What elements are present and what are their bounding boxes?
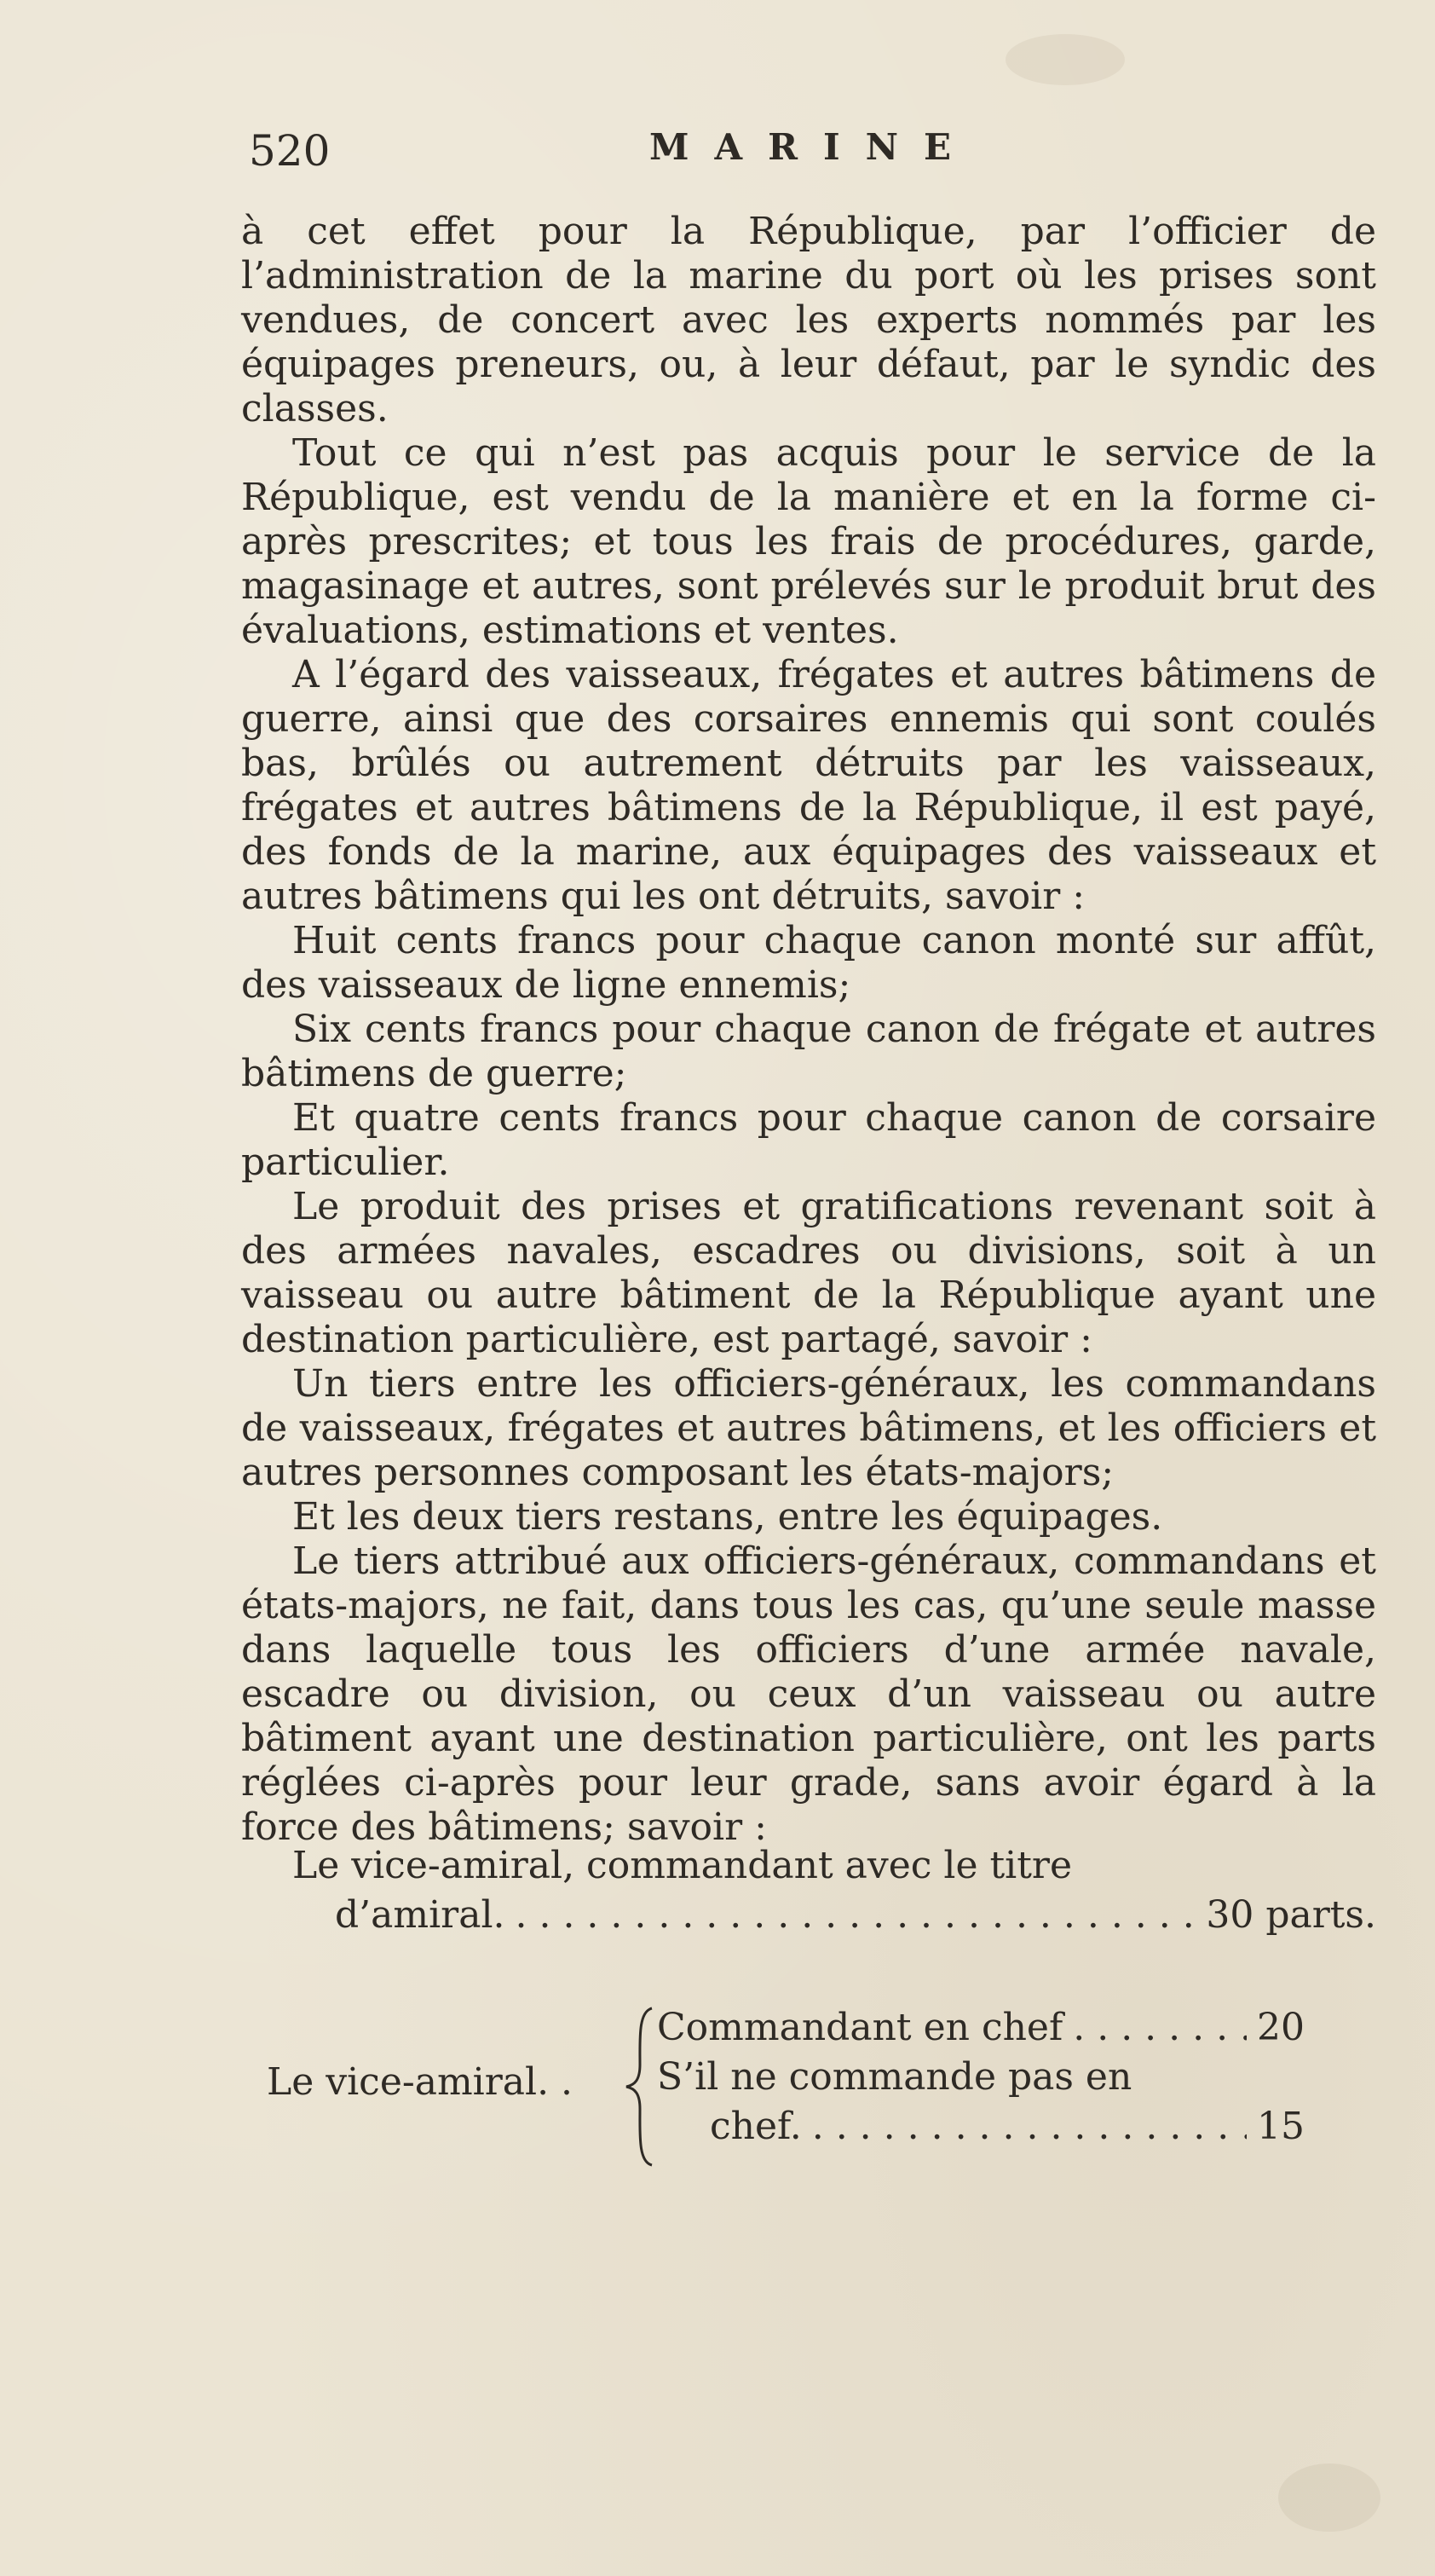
dot-leader — [516, 1891, 1196, 1940]
paragraph: Tout ce qui n’est pas acquis pour le service de la République, est vendu de la manière et en la forme ci-après prescrites; et tous les frais de procédures, garde, magasinage et autres, sont prélevés sur le produit brut des évaluations, estimations et ventes. — [241, 431, 1376, 652]
paragraph: Le produit des prises et gratifications revenant soit à des armées navales, escadres ou divisions, soit à un vaisseau ou autre bâtiment de la République ayant une destination particulière, est partagé, savoir : — [241, 1185, 1376, 1361]
dot-leader — [1073, 2003, 1247, 2053]
sub-label: S’il ne commande pas en — [657, 2055, 1132, 2099]
rank-label: Le vice-amiral, commandant avec le titre — [292, 1844, 1072, 1887]
dot-leader — [812, 2102, 1247, 2151]
paragraph: Et quatre cents francs pour chaque canon de corsaire particulier. — [241, 1096, 1376, 1184]
body-text — [241, 210, 1376, 1850]
paper-stain — [1278, 2463, 1380, 2532]
sub-conditions — [657, 2003, 1305, 2151]
sub-row-non-commandant — [657, 2102, 1305, 2151]
paragraph: Un tiers entre les officiers-généraux, les commandans de vaisseaux, frégates et autres bâtimens, et les officiers et autres personnes composant les états-majors; — [241, 1362, 1376, 1494]
sub-row-commandant — [657, 2003, 1305, 2053]
rank-label-continued: d’amiral. — [335, 1893, 505, 1937]
paragraph: Six cents francs pour chaque canon de frégate et autres bâtimens de guerre; — [241, 1008, 1376, 1095]
rank-line-with-parts — [241, 1891, 1376, 1940]
paragraph: Huit cents francs pour chaque canon monté sur affût, des vaisseaux de ligne ennemis; — [241, 919, 1376, 1007]
paper-stain — [1006, 34, 1125, 85]
shares-table — [241, 1841, 1376, 2182]
shares-row-vice-amiral — [241, 2003, 1376, 2182]
sub-label: Commandant en chef — [657, 2006, 1063, 2049]
paragraph: Et les deux tiers restans, entre les équipages. — [292, 1495, 1163, 1539]
parts-value: 15 — [1257, 2105, 1305, 2148]
paragraph: à cet effet pour la République, par l’officier de l’administration de la marine du port où les prises sont vendues, de concert avec les experts nommés par les équipages preneurs, ou, à leur défaut, par le syndic des classes. — [241, 210, 1376, 430]
paragraph: A l’égard des vaisseaux, frégates et autres bâtimens de guerre, ainsi que des corsaires ennemis qui sont coulés bas, brûlés ou autrement détruits par les vaisseaux, frégates et autres bâtimens de la République, il est payé, des fonds de la marine, aux équipages des vaisseaux et autres bâtimens qui les ont détruits, savoir : — [241, 653, 1376, 918]
paragraph: Le tiers attribué aux officiers-généraux, commandans et états-majors, ne fait, dans tous les cas, qu’une seule masse dans laquelle tous les officiers d’une armée navale, escadre ou division, ou ceux d’un vaisseau ou autre bâtiment ayant une destination particulière, ont les parts réglées ci-après pour leur grade, sans avoir égard à la force des bâtimens; savoir : — [241, 1539, 1376, 1849]
left-brace-icon — [623, 2005, 655, 2169]
running-head: MARINE — [649, 126, 977, 168]
shares-row-vice-amiral-amiral — [241, 1841, 1376, 1940]
page-header — [249, 126, 1374, 194]
parts-value: 20 — [1257, 2006, 1305, 2049]
sub-label-continued: chef. — [710, 2105, 802, 2148]
rank-label: Le vice-amiral. . — [267, 2060, 573, 2104]
page-number: 520 — [249, 126, 331, 176]
parts-value: 30 parts. — [1206, 1893, 1376, 1937]
